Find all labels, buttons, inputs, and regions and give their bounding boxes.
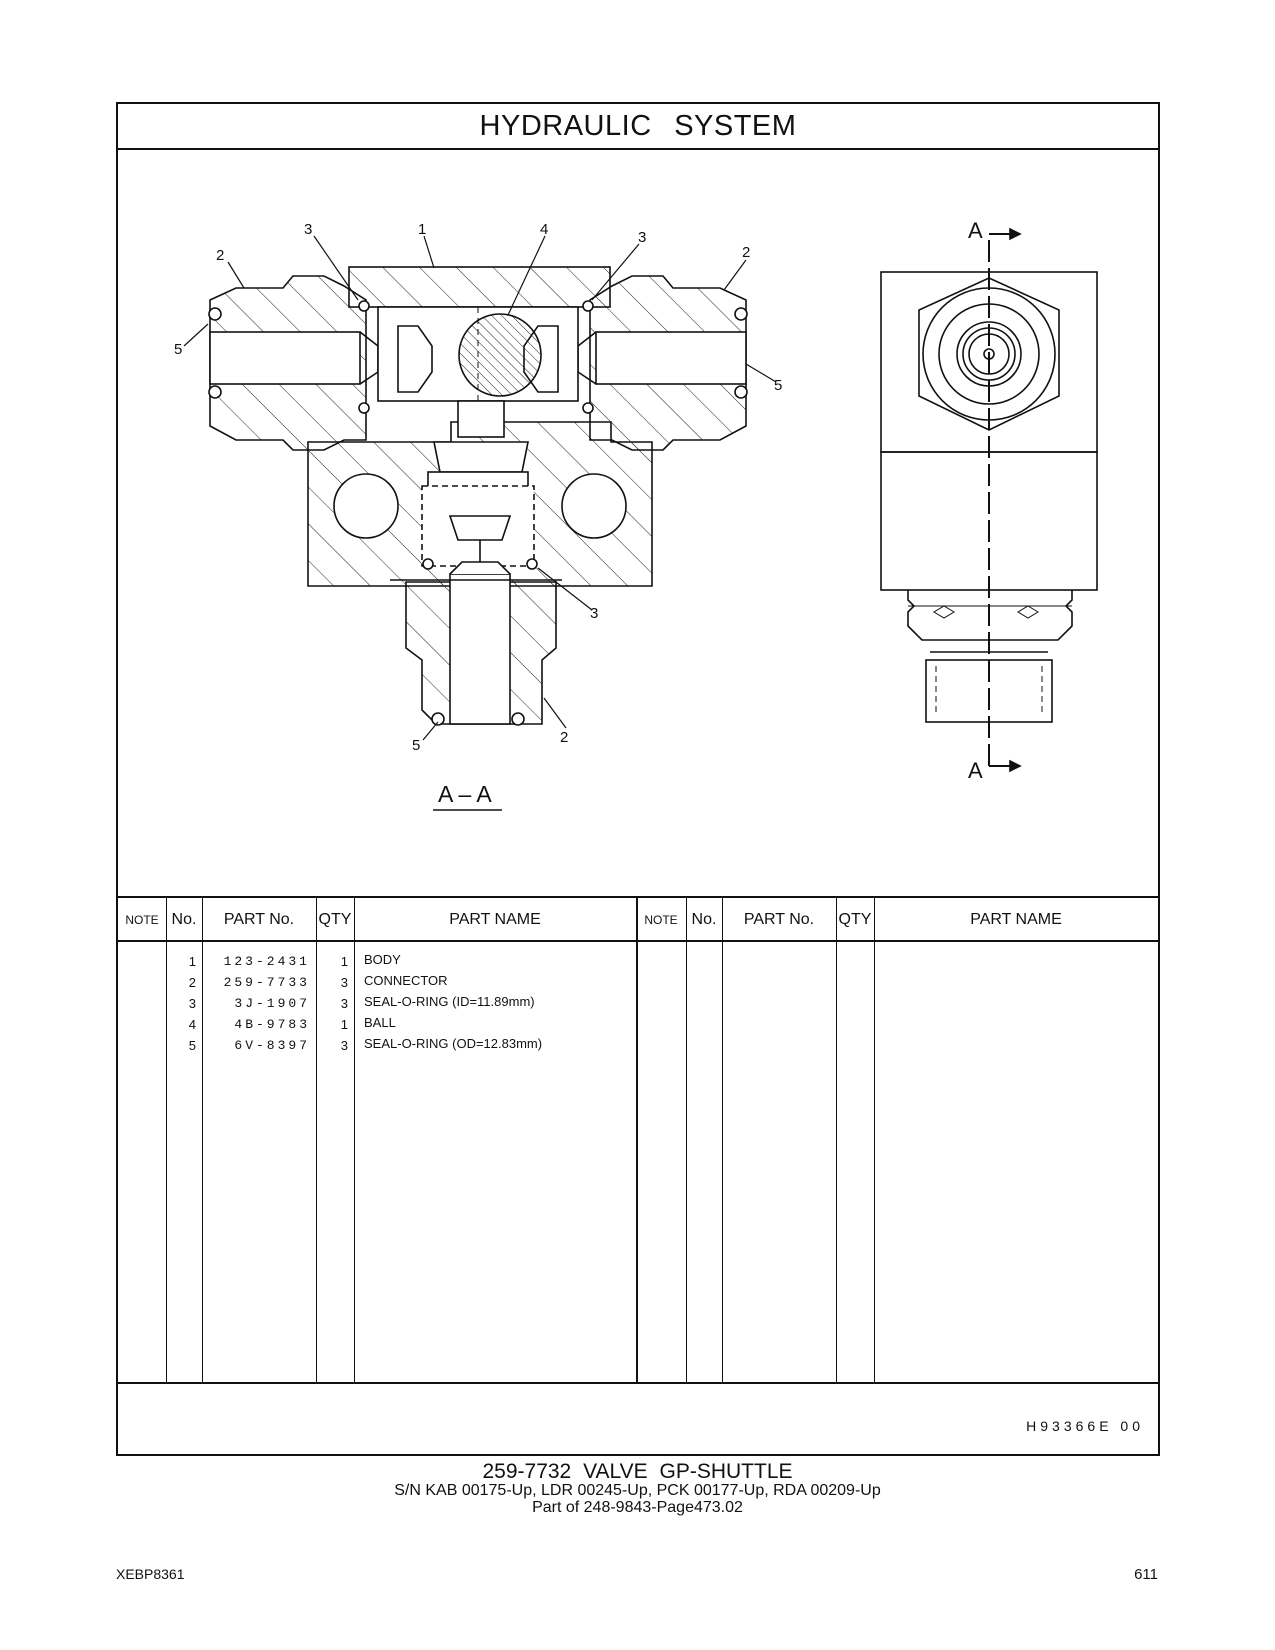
header-no-2: No. (691, 911, 717, 928)
row-qty: 1 (340, 953, 348, 969)
row-part-number: 259-7733 (223, 974, 310, 990)
callout-number: 1 (418, 221, 427, 238)
callout-number: 4 (540, 221, 549, 238)
valve-drawing-svg (118, 150, 1158, 898)
row-part-name: CONNECTOR (364, 972, 448, 988)
parts-table-header (118, 898, 1158, 942)
callout-number: 3 (590, 605, 599, 622)
parts-table (118, 898, 1158, 1384)
row-part-name: SEAL-O-RING (OD=12.83mm) (364, 1035, 543, 1051)
header-qty: QTY (318, 911, 352, 928)
page-title: HYDRAULIC SYSTEM (479, 109, 797, 142)
callout-number: 3 (304, 221, 313, 238)
column-divider (836, 898, 837, 1384)
row-number: 5 (188, 1037, 196, 1053)
row-number: 1 (188, 953, 196, 969)
ball-part (459, 314, 541, 396)
row-qty: 3 (340, 1037, 348, 1053)
callout-number: 5 (412, 737, 421, 754)
callout-number: 3 (638, 229, 647, 246)
page-frame (116, 102, 1160, 1456)
connector-left-bore (210, 332, 360, 384)
port-right (562, 474, 626, 538)
row-number: 4 (188, 1016, 196, 1032)
header-note: NOTE (125, 913, 159, 927)
section-marker-top: A (968, 218, 983, 243)
illustration-code: H93366E 00 (1026, 1418, 1144, 1434)
row-qty: 1 (340, 1016, 348, 1032)
header-note-2: NOTE (644, 913, 678, 927)
callout-number: 5 (774, 377, 783, 394)
caption-serial-numbers: S/N KAB 00175-Up, LDR 00245-Up, PCK 00177-Up, RDA 00209-Up (394, 1482, 881, 1499)
connector-right-bore (596, 332, 746, 384)
row-part-name: BALL (364, 1014, 396, 1030)
callout-number: 5 (174, 341, 183, 358)
section-label: A – A (438, 781, 492, 807)
header-part-name: PART NAME (449, 911, 541, 928)
callout-number: 2 (742, 244, 751, 261)
technical-drawing (118, 150, 1158, 898)
header-part-name-2: PART NAME (970, 911, 1062, 928)
section-marker-bottom: A (968, 758, 983, 783)
row-number: 3 (188, 995, 196, 1011)
title-bar (118, 104, 1158, 150)
caption-title: 259-7732 VALVE GP-SHUTTLE (482, 1460, 793, 1483)
section-view (184, 236, 776, 740)
document-id: XEBP8361 (116, 1566, 185, 1582)
header-part-no: PART No. (223, 911, 295, 928)
row-part-number: 6V-8397 (234, 1037, 310, 1053)
row-part-number: 4B-9783 (234, 1016, 310, 1032)
header-part-no-2: PART No. (743, 911, 815, 928)
port-left (334, 474, 398, 538)
callout-number: 2 (560, 729, 569, 746)
body-top-band (349, 267, 610, 307)
row-part-name: SEAL-O-RING (ID=11.89mm) (364, 993, 535, 1009)
row-part-number: 3J-1907 (234, 995, 310, 1011)
row-part-number: 123-2431 (223, 953, 310, 969)
column-divider (686, 898, 687, 1384)
row-number: 2 (188, 974, 196, 990)
column-divider (874, 898, 875, 1384)
row-part-name: BODY (364, 951, 401, 967)
column-divider (722, 898, 723, 1384)
header-qty-2: QTY (838, 911, 872, 928)
caption-part-of: Part of 248-9843-Page473.02 (532, 1499, 743, 1516)
side-view (881, 229, 1097, 771)
page-number: 611 (1134, 1566, 1158, 1583)
header-no: No. (171, 911, 197, 928)
callout-number: 2 (216, 247, 225, 264)
column-divider (636, 898, 638, 1384)
row-qty: 3 (340, 995, 348, 1011)
row-qty: 3 (340, 974, 348, 990)
